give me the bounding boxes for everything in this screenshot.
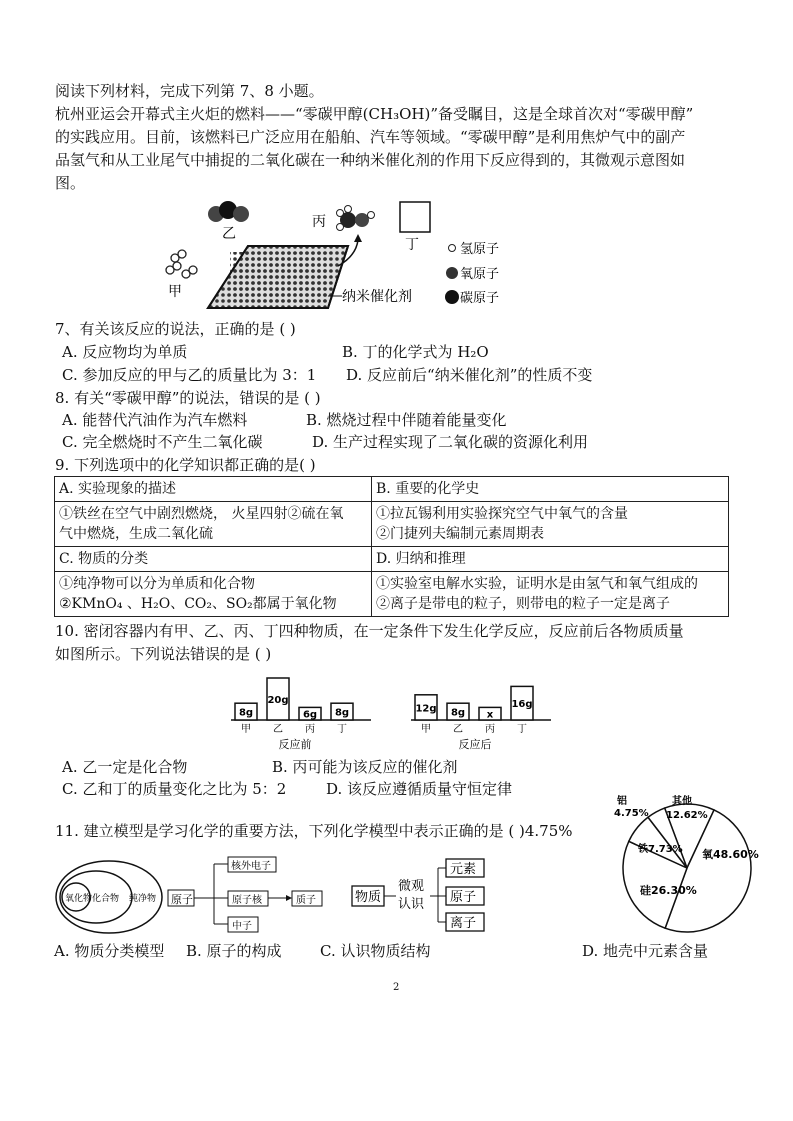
molecules-jia xyxy=(166,250,197,278)
model-c-matter-structure xyxy=(350,856,490,936)
legend-o-icon xyxy=(446,267,458,279)
bar-chart-title: 反应前 xyxy=(278,738,312,751)
q10-mass-bar-charts xyxy=(225,665,565,753)
q9-c-line-1: ①纯净物可以分为单质和化合物 xyxy=(59,576,255,592)
bar-category-label: 甲 xyxy=(241,724,251,735)
q11-option-d: D. 地壳中元素含量 xyxy=(582,942,709,960)
bar-value-label: 6g xyxy=(302,709,318,721)
model-c-micro-2: 认识 xyxy=(398,897,425,912)
q10-option-d: D. 该反应遵循质量守恒定律 xyxy=(326,780,513,798)
q10-option-a: A. 乙一定是化合物 xyxy=(62,758,188,776)
pie-label-other-value: 12.62% xyxy=(666,810,708,821)
intro-line-3: 的实践应用。目前，该燃料已广泛应用在船舶、汽车等领域。“零碳甲醇”是利用焦炉气中的副产 xyxy=(55,128,686,146)
pie-label-al-name: 铝 xyxy=(617,796,627,807)
molecule-bing xyxy=(337,206,375,231)
q9-c-line-2: ②KMnO₄ 、H₂O、CO₂、SO₂都属于氧化物 xyxy=(59,596,337,612)
page-number: 2 xyxy=(393,982,400,993)
intro-line-1: 阅读下列材料，完成下列第 7、8 小题。 xyxy=(55,82,324,100)
bar-value-label: 8g xyxy=(334,707,350,719)
q9-b-line-1: ①拉瓦锡利用实验探究空气中氧气的含量 xyxy=(376,506,628,522)
q10-option-c: C. 乙和丁的质量变化之比为 5：2 xyxy=(62,780,287,798)
pie-label-other-name: 其他 xyxy=(672,796,692,807)
bar-value-label: 12g xyxy=(415,703,437,715)
q10-stem-2: 如图所示。下列说法错误的是 ( ) xyxy=(55,645,272,663)
q9-a-title: A. 实验现象的描述 xyxy=(55,477,372,502)
q8-option-d: D. 生产过程实现了二氧化碳的资源化利用 xyxy=(312,433,589,451)
model-c-element: 元素 xyxy=(450,862,477,877)
box-ding xyxy=(400,202,430,232)
bar-value-label: 20g xyxy=(267,695,289,706)
q9-d-title: D. 归纳和推理 xyxy=(372,547,729,572)
model-a-outer: 纯净物 xyxy=(129,894,157,904)
bar-category-label: 丙 xyxy=(485,724,495,735)
legend-o: 氧原子 xyxy=(460,267,500,282)
label-yi: 乙 xyxy=(222,226,236,242)
crust-element-pie-chart xyxy=(612,790,762,940)
model-a-middle: 化合物 xyxy=(92,894,120,904)
q9-a-line-2: 气中燃烧，生成二氧化硫 xyxy=(59,526,213,542)
model-c-micro-1: 微观 xyxy=(398,879,425,894)
pie-label-fe: 铁7.73% xyxy=(638,844,683,855)
label-jia: 甲 xyxy=(168,284,182,300)
q9-c-content xyxy=(55,572,372,617)
model-c-ion: 离子 xyxy=(450,916,477,931)
q9-d-line-2: ②离子是带电的粒子，则带电的粒子一定是离子 xyxy=(376,596,670,612)
bar-value-label: 16g xyxy=(511,699,533,711)
q7-option-d: D. 反应前后“纳米催化剂”的性质不变 xyxy=(346,366,593,384)
q9-d-content xyxy=(372,572,729,617)
molecule-yi xyxy=(208,201,249,222)
bar-value-label: x xyxy=(486,709,494,721)
label-bing: 丙 xyxy=(312,214,326,230)
pie-label-o: 氧48.60% xyxy=(702,848,759,861)
label-ding: 丁 xyxy=(405,237,419,253)
bar-category-label: 乙 xyxy=(273,724,283,735)
q11-option-c: C. 认识物质结构 xyxy=(320,942,431,960)
model-a-classification xyxy=(54,858,164,936)
q7-option-c: C. 参加反应的甲与乙的质量比为 3：1 xyxy=(62,366,317,384)
q7-option-a: A. 反应物均为单质 xyxy=(62,343,188,361)
q9-table xyxy=(54,476,729,617)
q10-stem-1: 10. 密闭容器内有甲、乙、丙、丁四种物质，在一定条件下发生化学反应，反应前后各物质质量 xyxy=(55,622,684,640)
q7-stem: 7、有关该反应的说法，正确的是 ( ) xyxy=(55,320,296,338)
q9-d-line-1: ①实验室电解水实验，证明水是由氢气和氧气组成的 xyxy=(376,576,698,592)
intro-line-2: 杭州亚运会开幕式主火炬的燃料——“零碳甲醇(CH₃OH)”备受瞩目，这是全球首次对“零碳甲醇” xyxy=(55,105,694,123)
model-b-proton: 质子 xyxy=(296,895,316,906)
model-a-inner: 氧化物 xyxy=(65,894,93,904)
q11-option-b: B. 原子的构成 xyxy=(186,942,282,960)
bar-category-label: 甲 xyxy=(421,724,431,735)
legend-c-icon xyxy=(445,290,459,304)
q10-option-b: B. 丙可能为该反应的催化剂 xyxy=(272,758,458,776)
q7-option-b: B. 丁的化学式为 H₂O xyxy=(342,343,489,361)
q9-b-title: B. 重要的化学史 xyxy=(372,477,729,502)
legend-h-icon xyxy=(449,245,456,252)
model-b-neutron: 中子 xyxy=(232,921,252,932)
q8-option-a: A. 能替代汽油作为汽车燃料 xyxy=(62,411,248,429)
bar-category-label: 丁 xyxy=(517,724,527,735)
bar-value-label: 8g xyxy=(238,707,254,719)
q11-stem: 11. 建立模型是学习化学的重要方法，下列化学模型中表示正确的是 ( )4.75% xyxy=(55,822,573,840)
q8-option-c: C. 完全燃烧时不产生二氧化碳 xyxy=(62,433,263,451)
q9-b-content xyxy=(372,502,729,547)
legend-c: 碳原子 xyxy=(460,291,500,306)
pie-label-si: 硅26.30% xyxy=(640,884,697,897)
q9-b-line-2: ②门捷列夫编制元素周期表 xyxy=(376,526,544,542)
intro-line-4: 品氢气和从工业尾气中捕捉的二氧化碳在一种纳米催化剂的作用下反应得到的，其微观示意图如 xyxy=(55,151,686,169)
reaction-micro-diagram xyxy=(160,196,500,314)
intro-line-5: 图。 xyxy=(55,174,86,192)
model-b-atom-structure xyxy=(166,856,330,938)
q9-stem: 9. 下列选项中的化学知识都正确的是( ) xyxy=(55,456,316,474)
bar-category-label: 丙 xyxy=(305,724,315,735)
q9-c-title: C. 物质的分类 xyxy=(55,547,372,572)
bar-category-label: 丁 xyxy=(337,724,347,735)
label-catalyst: 纳米催化剂 xyxy=(342,289,412,305)
model-b-electron: 核外电子 xyxy=(231,861,271,872)
model-b-nucleus: 原子核 xyxy=(232,895,262,906)
bar-category-label: 乙 xyxy=(453,724,463,735)
q9-a-line-1: ①铁丝在空气中剧烈燃烧， 火星四射②硫在氧 xyxy=(59,506,344,522)
legend-h: 氢原子 xyxy=(460,242,500,257)
model-c-atom: 原子 xyxy=(450,890,477,905)
bar-value-label: 8g xyxy=(450,707,466,719)
q8-option-b: B. 燃烧过程中伴随着能量变化 xyxy=(306,411,507,429)
pie-label-al-value: 4.75% xyxy=(614,808,649,819)
q8-stem: 8. 有关“零碳甲醇”的说法，错误的是 ( ) xyxy=(55,389,321,407)
q9-a-content xyxy=(55,502,372,547)
q11-option-a: A. 物质分类模型 xyxy=(54,942,165,960)
model-b-atom: 原子 xyxy=(171,893,193,906)
bar-chart-title: 反应后 xyxy=(458,738,492,751)
model-c-matter: 物质 xyxy=(355,890,382,905)
